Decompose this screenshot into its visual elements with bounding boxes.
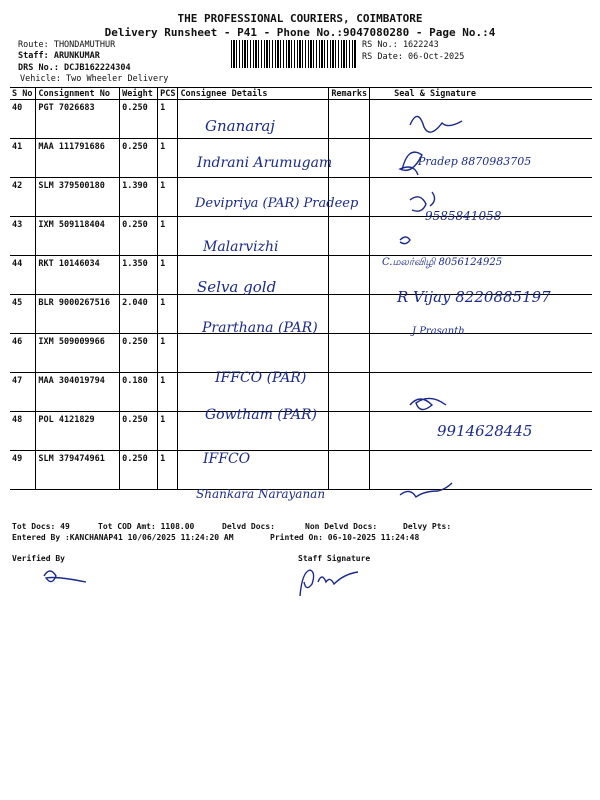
cell-consignment: MAA 111791686: [36, 139, 120, 178]
col-remarks: Remarks: [329, 88, 370, 100]
delivery-points: Delvy Pts:: [403, 522, 452, 531]
col-consignee: Consignee Details: [178, 88, 329, 100]
hw-consignee-41: Indrani Arumugam: [197, 155, 333, 171]
staff-signature-label: Staff Signature: [298, 554, 371, 563]
cell-consignment: BLR 9000267516: [36, 295, 120, 334]
runsheet-title: Delivery Runsheet - P41 - Phone No.:9047080280 - Page No.:4: [104, 26, 496, 39]
cell-pcs: 1: [158, 178, 178, 217]
rs-number: RS No.: 1622243: [362, 40, 439, 50]
cell-consignment: IXM 509118404: [36, 217, 120, 256]
cell-remarks: [329, 334, 370, 373]
cell-consignment: IXM 509009966: [36, 334, 120, 373]
cell-weight: 0.250: [120, 451, 158, 490]
vehicle-label: Vehicle: Two Wheeler Delivery: [20, 74, 169, 84]
hw-signature-44: R Vijay 8220885197: [397, 288, 551, 306]
hw-signature-42: 9585841058: [425, 209, 502, 223]
cell-remarks: [329, 451, 370, 490]
non-delivered-docs: Non Delvd Docs:: [305, 522, 378, 531]
col-consignment: Consignment No: [36, 88, 120, 100]
hw-signature-45: J Prasanth: [412, 326, 465, 337]
cell-sno: 42: [10, 178, 36, 217]
cell-remarks: [329, 256, 370, 295]
cell-consignment: SLM 379500180: [36, 178, 120, 217]
cell-weight: 2.040: [120, 295, 158, 334]
cell-consignee: [178, 334, 329, 373]
cell-remarks: [329, 373, 370, 412]
cell-pcs: 1: [158, 334, 178, 373]
signature-scribbles: [380, 100, 580, 510]
cell-sno: 43: [10, 217, 36, 256]
col-weight: Weight: [120, 88, 158, 100]
cell-weight: 0.250: [120, 100, 158, 139]
cell-weight: 0.250: [120, 412, 158, 451]
cell-sno: 45: [10, 295, 36, 334]
cell-weight: 0.250: [120, 139, 158, 178]
hw-consignee-42: Devipriya (PAR) Pradeep: [195, 196, 359, 211]
cell-weight: 0.250: [120, 217, 158, 256]
hw-signature-43: C.மலர்விழி 8056124925: [382, 257, 503, 268]
cell-weight: 1.350: [120, 256, 158, 295]
cell-pcs: 1: [158, 295, 178, 334]
hw-signature-47: 9914628445: [437, 422, 533, 440]
printed-on: Printed On: 06-10-2025 11:24:48: [270, 533, 420, 542]
hw-consignee-43: Malarvizhi: [203, 239, 279, 255]
cell-weight: 0.250: [120, 334, 158, 373]
company-title: THE PROFESSIONAL COURIERS, COIMBATORE: [177, 12, 423, 25]
cell-remarks: [329, 100, 370, 139]
cell-sno: 48: [10, 412, 36, 451]
cell-weight: 0.180: [120, 373, 158, 412]
cell-remarks: [329, 139, 370, 178]
col-seal-signature: Seal & Signature: [370, 88, 592, 100]
verifier-signature: [40, 564, 100, 588]
hw-consignee-45: Prarthana (PAR): [202, 320, 318, 336]
total-cod: Tot COD Amt: 1108.00: [98, 522, 195, 531]
table-header-row: [10, 88, 592, 100]
cell-pcs: 1: [158, 256, 178, 295]
rs-date: RS Date: 06-Oct-2025: [362, 52, 465, 62]
cell-sno: 49: [10, 451, 36, 490]
cell-consignment: RKT 10146034: [36, 256, 120, 295]
hw-consignee-46: IFFCO (PAR): [215, 370, 307, 386]
entered-by: Entered By :KANCHANAP41 10/06/2025 11:24:20 AM: [12, 533, 234, 542]
cell-pcs: 1: [158, 139, 178, 178]
route-label: Route: THONDAMUTHUR: [18, 40, 116, 50]
cell-pcs: 1: [158, 373, 178, 412]
cell-consignment: MAA 304019794: [36, 373, 120, 412]
cell-sno: 44: [10, 256, 36, 295]
hw-consignee-40: Gnanaraj: [205, 117, 275, 135]
cell-consignment: PGT 7026683: [36, 100, 120, 139]
cell-remarks: [329, 217, 370, 256]
verified-by-label: Verified By: [12, 554, 65, 563]
col-sno: S No: [10, 88, 36, 100]
drs-label: DRS No.: DCJB162224304: [18, 63, 131, 73]
total-docs: Tot Docs: 49: [12, 522, 70, 531]
hw-consignee-49: Shankara Narayanan: [196, 487, 326, 501]
hw-consignee-47: Gowtham (PAR): [205, 407, 318, 423]
cell-remarks: [329, 412, 370, 451]
cell-sno: 46: [10, 334, 36, 373]
cell-pcs: 1: [158, 451, 178, 490]
cell-sno: 41: [10, 139, 36, 178]
cell-weight: 1.390: [120, 178, 158, 217]
cell-consignment: POL 4121829: [36, 412, 120, 451]
cell-consignee: [178, 451, 329, 490]
cell-remarks: [329, 295, 370, 334]
cell-pcs: 1: [158, 412, 178, 451]
hw-signature-41: Pradep 8870983705: [418, 155, 532, 168]
cell-sno: 47: [10, 373, 36, 412]
hw-consignee-44: Selva gold: [197, 278, 277, 296]
col-pcs: PCS: [158, 88, 178, 100]
cell-sno: 40: [10, 100, 36, 139]
staff-signature: [292, 562, 362, 602]
cell-pcs: 1: [158, 217, 178, 256]
cell-consignment: SLM 379474961: [36, 451, 120, 490]
delivered-docs: Delvd Docs:: [222, 522, 275, 531]
staff-label: Staff: ARUNKUMAR: [18, 51, 100, 61]
hw-consignee-48: IFFCO: [203, 451, 251, 467]
cell-pcs: 1: [158, 100, 178, 139]
barcode: [231, 40, 357, 68]
